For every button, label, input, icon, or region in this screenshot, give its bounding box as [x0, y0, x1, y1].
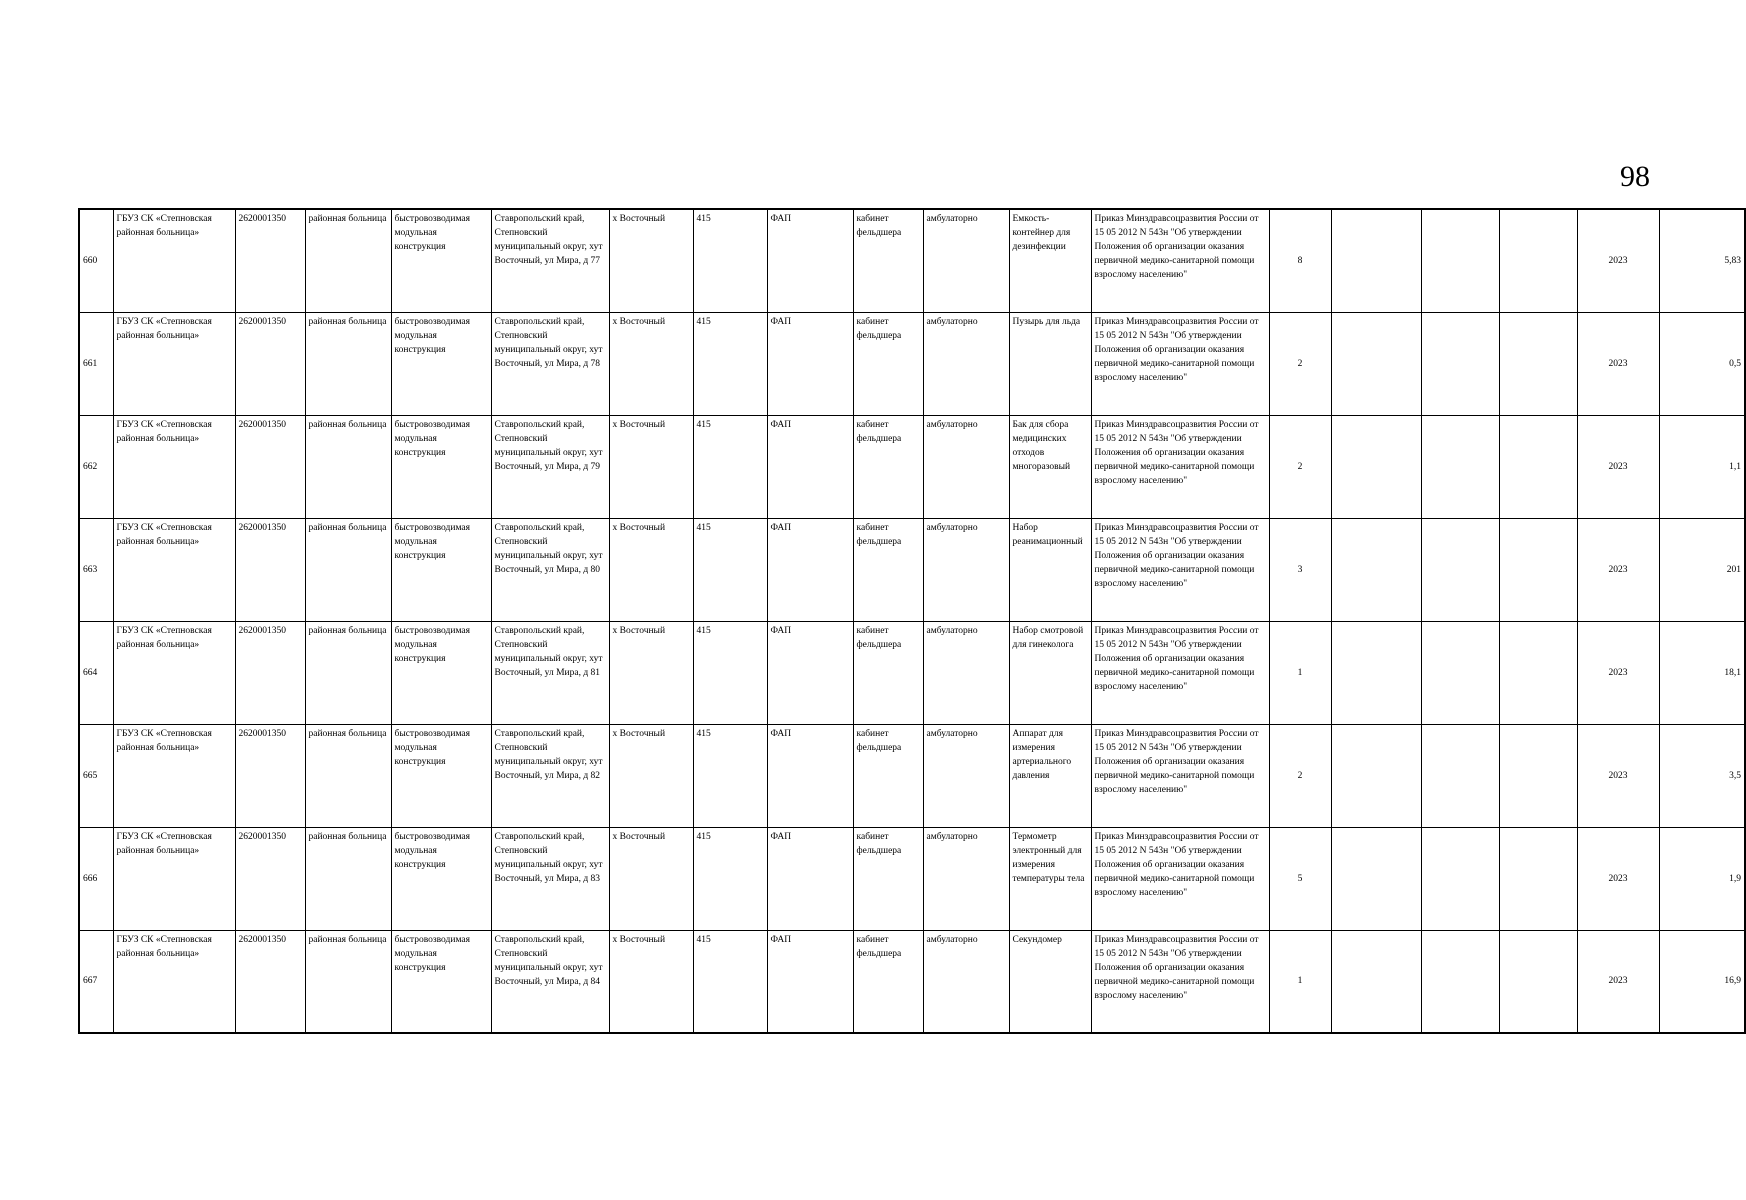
- building-type-cell: быстровозводимая модульная конструкция: [391, 415, 491, 518]
- year-cell: 2023: [1577, 930, 1659, 1033]
- organization-cell: ГБУЗ СК «Степновская районная больница»: [113, 724, 235, 827]
- building-type-cell: быстровозводимая модульная конструкция: [391, 827, 491, 930]
- empty-cell: [1421, 312, 1499, 415]
- population-cell: 415: [693, 518, 767, 621]
- room-cell: кабинет фельдшера: [853, 930, 923, 1033]
- equipment-cell: Пузырь для льда: [1009, 312, 1091, 415]
- empty-cell: [1499, 930, 1577, 1033]
- care-mode-cell: амбулаторно: [923, 312, 1009, 415]
- room-cell: кабинет фельдшера: [853, 312, 923, 415]
- institution-type-cell: районная больница: [305, 621, 391, 724]
- empty-cell: [1421, 518, 1499, 621]
- empty-cell: [1421, 827, 1499, 930]
- settlement-cell: х Восточный: [609, 930, 693, 1033]
- population-cell: 415: [693, 827, 767, 930]
- inn-cell: 2620001350: [235, 209, 305, 312]
- care-mode-cell: амбулаторно: [923, 209, 1009, 312]
- unit-type-cell: ФАП: [767, 930, 853, 1033]
- empty-cell: [1499, 209, 1577, 312]
- population-cell: 415: [693, 312, 767, 415]
- year-cell: 2023: [1577, 827, 1659, 930]
- quantity-cell: 1: [1269, 930, 1331, 1033]
- order-reference-cell: Приказ Минздравсоцразвития России от 15 05 2012 N 543н "Об утверждении Положения об организации оказания первичной медико-санитарной помощи взрослому населению": [1091, 209, 1269, 312]
- quantity-cell: 3: [1269, 518, 1331, 621]
- unit-type-cell: ФАП: [767, 312, 853, 415]
- year-cell: 2023: [1577, 415, 1659, 518]
- table-row: [79, 415, 1745, 518]
- order-reference-cell: Приказ Минздравсоцразвития России от 15 05 2012 N 543н "Об утверждении Положения об организации оказания первичной медико-санитарной помощи взрослому населению": [1091, 930, 1269, 1033]
- year-cell: 2023: [1577, 518, 1659, 621]
- row-number: 661: [79, 312, 113, 415]
- inn-cell: 2620001350: [235, 827, 305, 930]
- table-row: [79, 621, 1745, 724]
- organization-cell: ГБУЗ СК «Степновская районная больница»: [113, 827, 235, 930]
- building-type-cell: быстровозводимая модульная конструкция: [391, 312, 491, 415]
- empty-cell: [1421, 724, 1499, 827]
- equipment-cell: Аппарат для измерения артериального давления: [1009, 724, 1091, 827]
- care-mode-cell: амбулаторно: [923, 827, 1009, 930]
- quantity-cell: 1: [1269, 621, 1331, 724]
- empty-cell: [1331, 930, 1421, 1033]
- year-cell: 2023: [1577, 621, 1659, 724]
- unit-type-cell: ФАП: [767, 621, 853, 724]
- unit-type-cell: ФАП: [767, 415, 853, 518]
- row-number: 665: [79, 724, 113, 827]
- amount-cell: 1,9: [1659, 827, 1745, 930]
- equipment-cell: Набор реанимационный: [1009, 518, 1091, 621]
- empty-cell: [1421, 415, 1499, 518]
- inn-cell: 2620001350: [235, 518, 305, 621]
- unit-type-cell: ФАП: [767, 209, 853, 312]
- order-reference-cell: Приказ Минздравсоцразвития России от 15 05 2012 N 543н "Об утверждении Положения об организации оказания первичной медико-санитарной помощи взрослому населению": [1091, 312, 1269, 415]
- settlement-cell: х Восточный: [609, 724, 693, 827]
- institution-type-cell: районная больница: [305, 415, 391, 518]
- row-number: 664: [79, 621, 113, 724]
- amount-cell: 0,5: [1659, 312, 1745, 415]
- care-mode-cell: амбулаторно: [923, 415, 1009, 518]
- address-cell: Ставропольский край, Степновский муниципальный округ, хут Восточный, ул Мира, д 81: [491, 621, 609, 724]
- population-cell: 415: [693, 930, 767, 1033]
- institution-type-cell: районная больница: [305, 312, 391, 415]
- empty-cell: [1331, 415, 1421, 518]
- empty-cell: [1499, 312, 1577, 415]
- room-cell: кабинет фельдшера: [853, 724, 923, 827]
- address-cell: Ставропольский край, Степновский муниципальный округ, хут Восточный, ул Мира, д 80: [491, 518, 609, 621]
- room-cell: кабинет фельдшера: [853, 621, 923, 724]
- inn-cell: 2620001350: [235, 312, 305, 415]
- organization-cell: ГБУЗ СК «Степновская районная больница»: [113, 518, 235, 621]
- order-reference-cell: Приказ Минздравсоцразвития России от 15 05 2012 N 543н "Об утверждении Положения об организации оказания первичной медико-санитарной помощи взрослому населению": [1091, 827, 1269, 930]
- equipment-cell: Термометр электронный для измерения температуры тела: [1009, 827, 1091, 930]
- settlement-cell: х Восточный: [609, 518, 693, 621]
- quantity-cell: 2: [1269, 724, 1331, 827]
- institution-type-cell: районная больница: [305, 209, 391, 312]
- inn-cell: 2620001350: [235, 930, 305, 1033]
- room-cell: кабинет фельдшера: [853, 415, 923, 518]
- empty-cell: [1331, 621, 1421, 724]
- address-cell: Ставропольский край, Степновский муниципальный округ, хут Восточный, ул Мира, д 83: [491, 827, 609, 930]
- amount-cell: 201: [1659, 518, 1745, 621]
- table-row: [79, 827, 1745, 930]
- table-row: [79, 930, 1745, 1033]
- order-reference-cell: Приказ Минздравсоцразвития России от 15 05 2012 N 543н "Об утверждении Положения об организации оказания первичной медико-санитарной помощи взрослому населению": [1091, 518, 1269, 621]
- building-type-cell: быстровозводимая модульная конструкция: [391, 621, 491, 724]
- institution-type-cell: районная больница: [305, 724, 391, 827]
- care-mode-cell: амбулаторно: [923, 930, 1009, 1033]
- table-row: [79, 724, 1745, 827]
- address-cell: Ставропольский край, Степновский муниципальный округ, хут Восточный, ул Мира, д 82: [491, 724, 609, 827]
- empty-cell: [1331, 827, 1421, 930]
- population-cell: 415: [693, 415, 767, 518]
- amount-cell: 1,1: [1659, 415, 1745, 518]
- order-reference-cell: Приказ Минздравсоцразвития России от 15 05 2012 N 543н "Об утверждении Положения об организации оказания первичной медико-санитарной помощи взрослому населению": [1091, 415, 1269, 518]
- year-cell: 2023: [1577, 312, 1659, 415]
- settlement-cell: х Восточный: [609, 415, 693, 518]
- table-row: [79, 518, 1745, 621]
- equipment-cell: Секундомер: [1009, 930, 1091, 1033]
- unit-type-cell: ФАП: [767, 827, 853, 930]
- amount-cell: 16,9: [1659, 930, 1745, 1033]
- order-reference-cell: Приказ Минздравсоцразвития России от 15 05 2012 N 543н "Об утверждении Положения об организации оказания первичной медико-санитарной помощи взрослому населению": [1091, 724, 1269, 827]
- empty-cell: [1499, 827, 1577, 930]
- empty-cell: [1499, 724, 1577, 827]
- building-type-cell: быстровозводимая модульная конструкция: [391, 209, 491, 312]
- population-cell: 415: [693, 621, 767, 724]
- address-cell: Ставропольский край, Степновский муниципальный округ, хут Восточный, ул Мира, д 84: [491, 930, 609, 1033]
- inn-cell: 2620001350: [235, 415, 305, 518]
- row-number: 663: [79, 518, 113, 621]
- settlement-cell: х Восточный: [609, 209, 693, 312]
- institution-type-cell: районная больница: [305, 930, 391, 1033]
- amount-cell: 3,5: [1659, 724, 1745, 827]
- equipment-cell: Бак для сбора медицинских отходов многоразовый: [1009, 415, 1091, 518]
- care-mode-cell: амбулаторно: [923, 724, 1009, 827]
- empty-cell: [1331, 518, 1421, 621]
- organization-cell: ГБУЗ СК «Степновская районная больница»: [113, 415, 235, 518]
- empty-cell: [1499, 518, 1577, 621]
- amount-cell: 5,83: [1659, 209, 1745, 312]
- year-cell: 2023: [1577, 724, 1659, 827]
- building-type-cell: быстровозводимая модульная конструкция: [391, 930, 491, 1033]
- row-number: 660: [79, 209, 113, 312]
- empty-cell: [1331, 209, 1421, 312]
- address-cell: Ставропольский край, Степновский муниципальный округ, хут Восточный, ул Мира, д 79: [491, 415, 609, 518]
- address-cell: Ставропольский край, Степновский муниципальный округ, хут Восточный, ул Мира, д 78: [491, 312, 609, 415]
- quantity-cell: 2: [1269, 415, 1331, 518]
- order-reference-cell: Приказ Минздравсоцразвития России от 15 05 2012 N 543н "Об утверждении Положения об организации оказания первичной медико-санитарной помощи взрослому населению": [1091, 621, 1269, 724]
- care-mode-cell: амбулаторно: [923, 621, 1009, 724]
- organization-cell: ГБУЗ СК «Степновская районная больница»: [113, 621, 235, 724]
- organization-cell: ГБУЗ СК «Степновская районная больница»: [113, 209, 235, 312]
- quantity-cell: 8: [1269, 209, 1331, 312]
- care-mode-cell: амбулаторно: [923, 518, 1009, 621]
- inn-cell: 2620001350: [235, 621, 305, 724]
- organization-cell: ГБУЗ СК «Степновская районная больница»: [113, 930, 235, 1033]
- equipment-cell: Емкость-контейнер для дезинфекции: [1009, 209, 1091, 312]
- room-cell: кабинет фельдшера: [853, 209, 923, 312]
- population-cell: 415: [693, 724, 767, 827]
- year-cell: 2023: [1577, 209, 1659, 312]
- equipment-cell: Набор смотровой для гинеколога: [1009, 621, 1091, 724]
- room-cell: кабинет фельдшера: [853, 518, 923, 621]
- building-type-cell: быстровозводимая модульная конструкция: [391, 518, 491, 621]
- institution-type-cell: районная больница: [305, 518, 391, 621]
- unit-type-cell: ФАП: [767, 518, 853, 621]
- row-number: 666: [79, 827, 113, 930]
- table-row: [79, 312, 1745, 415]
- settlement-cell: х Восточный: [609, 621, 693, 724]
- settlement-cell: х Восточный: [609, 312, 693, 415]
- address-cell: Ставропольский край, Степновский муниципальный округ, хут Восточный, ул Мира, д 77: [491, 209, 609, 312]
- row-number: 667: [79, 930, 113, 1033]
- empty-cell: [1421, 930, 1499, 1033]
- page-number: 98: [1620, 160, 1650, 193]
- institution-type-cell: районная больница: [305, 827, 391, 930]
- empty-cell: [1421, 209, 1499, 312]
- empty-cell: [1331, 724, 1421, 827]
- quantity-cell: 2: [1269, 312, 1331, 415]
- organization-cell: ГБУЗ СК «Степновская районная больница»: [113, 312, 235, 415]
- equipment-registry-table: [78, 208, 1746, 1034]
- quantity-cell: 5: [1269, 827, 1331, 930]
- empty-cell: [1421, 621, 1499, 724]
- table-row: [79, 209, 1745, 312]
- inn-cell: 2620001350: [235, 724, 305, 827]
- room-cell: кабинет фельдшера: [853, 827, 923, 930]
- empty-cell: [1331, 312, 1421, 415]
- amount-cell: 18,1: [1659, 621, 1745, 724]
- empty-cell: [1499, 621, 1577, 724]
- population-cell: 415: [693, 209, 767, 312]
- unit-type-cell: ФАП: [767, 724, 853, 827]
- empty-cell: [1499, 415, 1577, 518]
- row-number: 662: [79, 415, 113, 518]
- settlement-cell: х Восточный: [609, 827, 693, 930]
- building-type-cell: быстровозводимая модульная конструкция: [391, 724, 491, 827]
